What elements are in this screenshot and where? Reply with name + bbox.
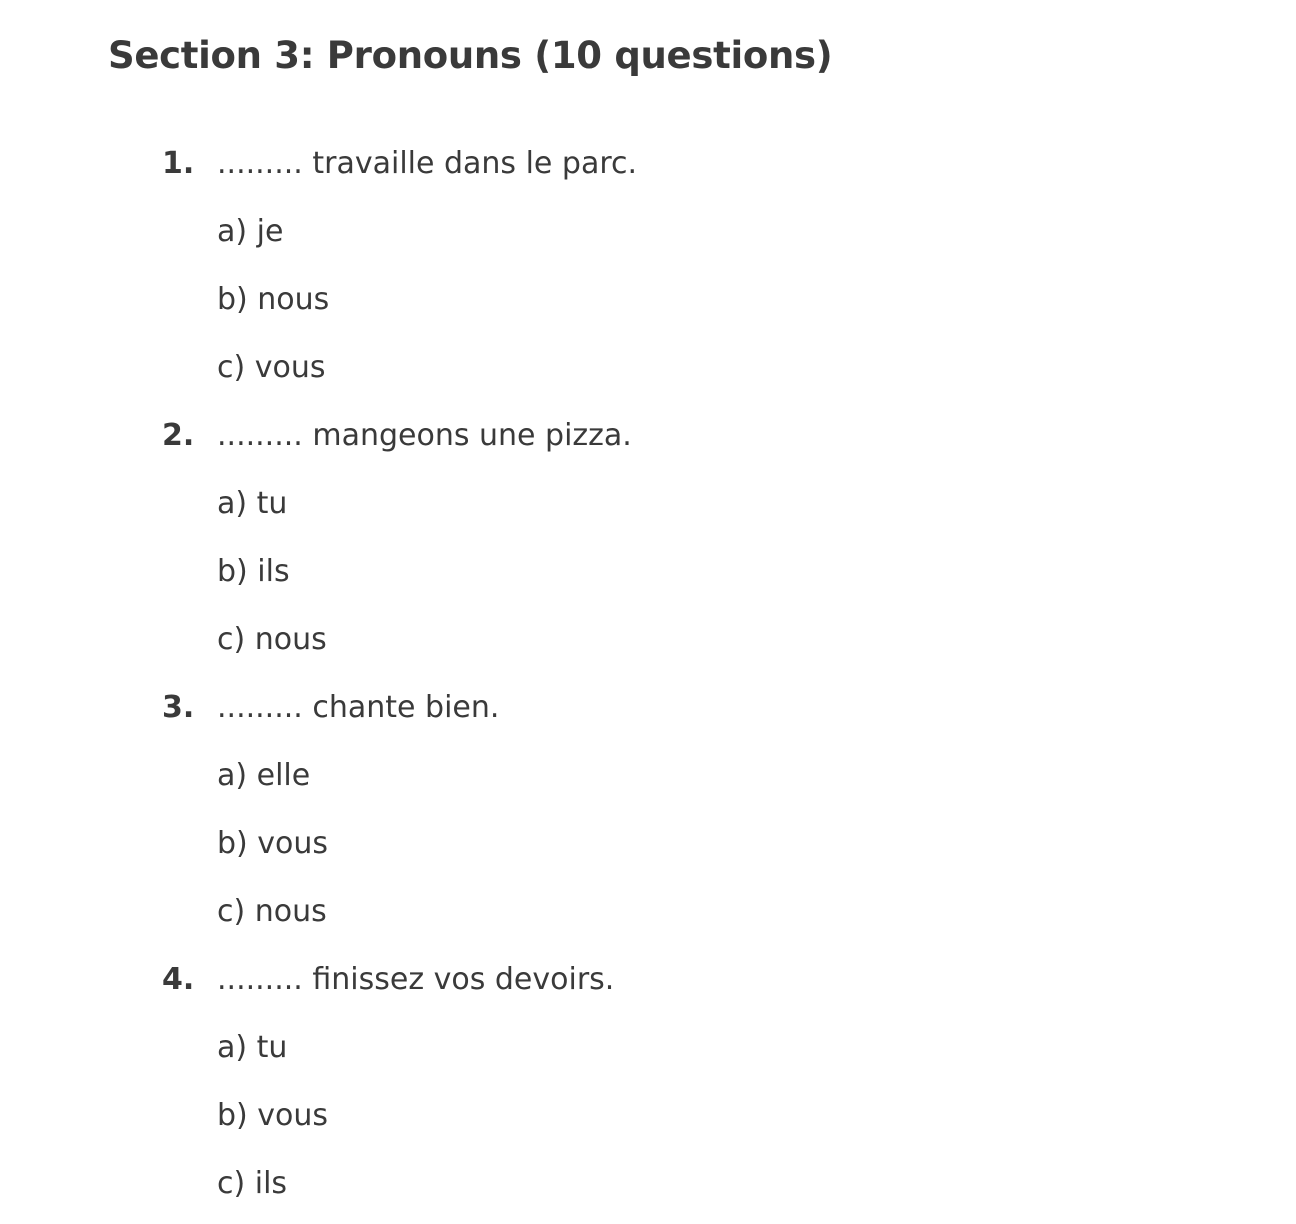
question-text: ......... finissez vos devoirs. xyxy=(217,962,615,997)
question-number: 3. xyxy=(162,690,195,725)
section-title: Section 3: Pronouns (10 questions) xyxy=(108,34,833,77)
answer-option-b: b) vous xyxy=(217,1098,329,1133)
answer-option-b: b) nous xyxy=(217,282,330,317)
question-item-2 xyxy=(0,408,1296,657)
question-text: ......... mangeons une pizza. xyxy=(217,418,632,453)
answer-option-a: a) tu xyxy=(217,486,288,521)
question-text: ......... travaille dans le parc. xyxy=(217,146,638,181)
question-text: ......... chante bien. xyxy=(217,690,500,725)
answer-options xyxy=(217,204,329,408)
answer-options xyxy=(217,1020,328,1224)
question-number: 1. xyxy=(162,146,195,181)
answer-option-a: a) elle xyxy=(217,758,311,793)
answer-option-b: b) ils xyxy=(217,554,290,589)
answer-options xyxy=(217,748,328,952)
answer-option-c: c) nous xyxy=(217,622,327,657)
question-list xyxy=(0,136,1296,1201)
answer-option-c: c) vous xyxy=(217,350,326,385)
question-item-3 xyxy=(0,680,1296,929)
answer-option-b: b) vous xyxy=(217,826,329,861)
answer-option-a: a) tu xyxy=(217,1030,288,1065)
answer-options xyxy=(217,476,327,680)
answer-option-a: a) je xyxy=(217,214,284,249)
question-number: 2. xyxy=(162,418,195,453)
question-item-1 xyxy=(0,136,1296,385)
question-item-4 xyxy=(0,952,1296,1201)
answer-option-c: c) nous xyxy=(217,894,327,929)
question-number: 4. xyxy=(162,962,195,997)
answer-option-c: c) ils xyxy=(217,1166,288,1201)
